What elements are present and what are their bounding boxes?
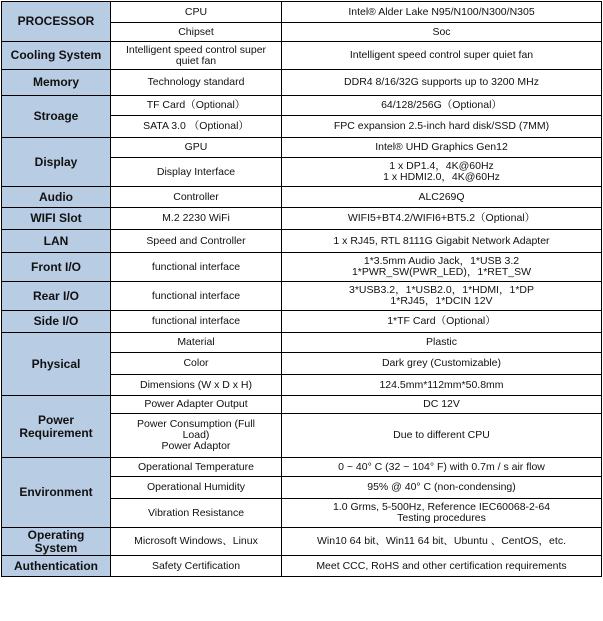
- category-front-io: Front I/O: [2, 253, 111, 282]
- spec-row-lan: [2, 230, 602, 253]
- spec-label: Material: [111, 333, 282, 353]
- spec-label: Dimensions (W x D x H): [111, 375, 282, 396]
- spec-row-rear-io: [2, 282, 602, 311]
- spec-value: 124.5mm*112mm*50.8mm: [282, 375, 602, 396]
- spec-row-audio: [2, 187, 602, 208]
- spec-value: 1*3.5mm Audio Jack，1*USB 3.2 1*PWR_SW(PWR_LED)，1*RET_SW: [282, 253, 602, 282]
- category-cooling: Cooling System: [2, 42, 111, 70]
- spec-row-wifi: [2, 208, 602, 230]
- spec-label: M.2 2230 WiFi: [111, 208, 282, 230]
- spec-row-material: [2, 333, 602, 353]
- spec-value: DDR4 8/16/32G supports up to 3200 MHz: [282, 70, 602, 96]
- spec-label: Vibration Resistance: [111, 499, 282, 528]
- spec-label: Chipset: [111, 23, 282, 42]
- category-os: Operating System: [2, 528, 111, 556]
- spec-label: functional interface: [111, 282, 282, 311]
- spec-label: Power Adapter Output: [111, 396, 282, 414]
- spec-value: Due to different CPU: [282, 414, 602, 458]
- spec-label: GPU: [111, 138, 282, 158]
- spec-row-op-temperature: [2, 458, 602, 477]
- spec-value: 64/128/256G（Optional）: [282, 96, 602, 116]
- spec-value: 0 ~ 40° C (32 ~ 104° F) with 0.7m / s air flow: [282, 458, 602, 477]
- spec-value: 95% @ 40° C (non-condensing): [282, 477, 602, 499]
- category-processor: PROCESSOR: [2, 2, 111, 42]
- spec-row-os: [2, 528, 602, 556]
- category-storage: Stroage: [2, 96, 111, 138]
- spec-row-authentication: [2, 556, 602, 577]
- spec-value: DC 12V: [282, 396, 602, 414]
- spec-row-front-io: [2, 253, 602, 282]
- category-side-io: Side I/O: [2, 311, 111, 333]
- spec-row-power-output: [2, 396, 602, 414]
- spec-label: Power Consumption (Full Load) Power Adaptor: [111, 414, 282, 458]
- spec-value: 1 x RJ45, RTL 8111G Gigabit Network Adapter: [282, 230, 602, 253]
- spec-value: Win10 64 bit、Win11 64 bit、Ubuntu 、CentOS，etc.: [282, 528, 602, 556]
- spec-value: 1.0 Grms, 5-500Hz, Reference IEC60068-2-64 Testing procedures: [282, 499, 602, 528]
- spec-label: Microsoft Windows、Linux: [111, 528, 282, 556]
- spec-label: Display Interface: [111, 158, 282, 187]
- spec-label: SATA 3.0 （Optional）: [111, 116, 282, 138]
- spec-value: FPC expansion 2.5-inch hard disk/SSD (7MM): [282, 116, 602, 138]
- spec-value: Intelligent speed control super quiet fan: [282, 42, 602, 70]
- spec-label: Intelligent speed control super quiet fan: [111, 42, 282, 70]
- spec-row-gpu: [2, 138, 602, 158]
- category-environment: Environment: [2, 458, 111, 528]
- category-physical: Physical: [2, 333, 111, 396]
- spec-value: Intel® UHD Graphics Gen12: [282, 138, 602, 158]
- spec-row-cpu: [2, 2, 602, 23]
- category-rear-io: Rear I/O: [2, 282, 111, 311]
- spec-value: 1 x DP1.4，4K@60Hz 1 x HDMI2.0，4K@60Hz: [282, 158, 602, 187]
- spec-value: 1*TF Card（Optional）: [282, 311, 602, 333]
- spec-value: Intel® Alder Lake N95/N100/N300/N305: [282, 2, 602, 23]
- spec-label: Speed and Controller: [111, 230, 282, 253]
- category-wifi: WIFI Slot: [2, 208, 111, 230]
- spec-row-cooling: [2, 42, 602, 70]
- spec-label: TF Card（Optional）: [111, 96, 282, 116]
- category-audio: Audio: [2, 187, 111, 208]
- category-lan: LAN: [2, 230, 111, 253]
- category-memory: Memory: [2, 70, 111, 96]
- spec-label: functional interface: [111, 311, 282, 333]
- spec-value: ALC269Q: [282, 187, 602, 208]
- spec-label: Technology standard: [111, 70, 282, 96]
- spec-label: Operational Temperature: [111, 458, 282, 477]
- spec-label: Controller: [111, 187, 282, 208]
- spec-label: functional interface: [111, 253, 282, 282]
- spec-row-tf-card: [2, 96, 602, 116]
- spec-value: Dark grey (Customizable): [282, 353, 602, 375]
- spec-value: WIFI5+BT4.2/WIFI6+BT5.2（Optional）: [282, 208, 602, 230]
- spec-value: Plastic: [282, 333, 602, 353]
- category-display: Display: [2, 138, 111, 187]
- spec-row-memory: [2, 70, 602, 96]
- spec-value: 3*USB3.2，1*USB2.0，1*HDMI，1*DP 1*RJ45，1*DCIN 12V: [282, 282, 602, 311]
- spec-table: [1, 1, 602, 577]
- spec-label: Safety Certification: [111, 556, 282, 577]
- category-power: Power Requirement: [2, 396, 111, 458]
- spec-label: Color: [111, 353, 282, 375]
- spec-row-side-io: [2, 311, 602, 333]
- spec-label: CPU: [111, 2, 282, 23]
- spec-label: Operational Humidity: [111, 477, 282, 499]
- spec-value: Soc: [282, 23, 602, 42]
- spec-value: Meet CCC, RoHS and other certification requirements: [282, 556, 602, 577]
- category-authentication: Authentication: [2, 556, 111, 577]
